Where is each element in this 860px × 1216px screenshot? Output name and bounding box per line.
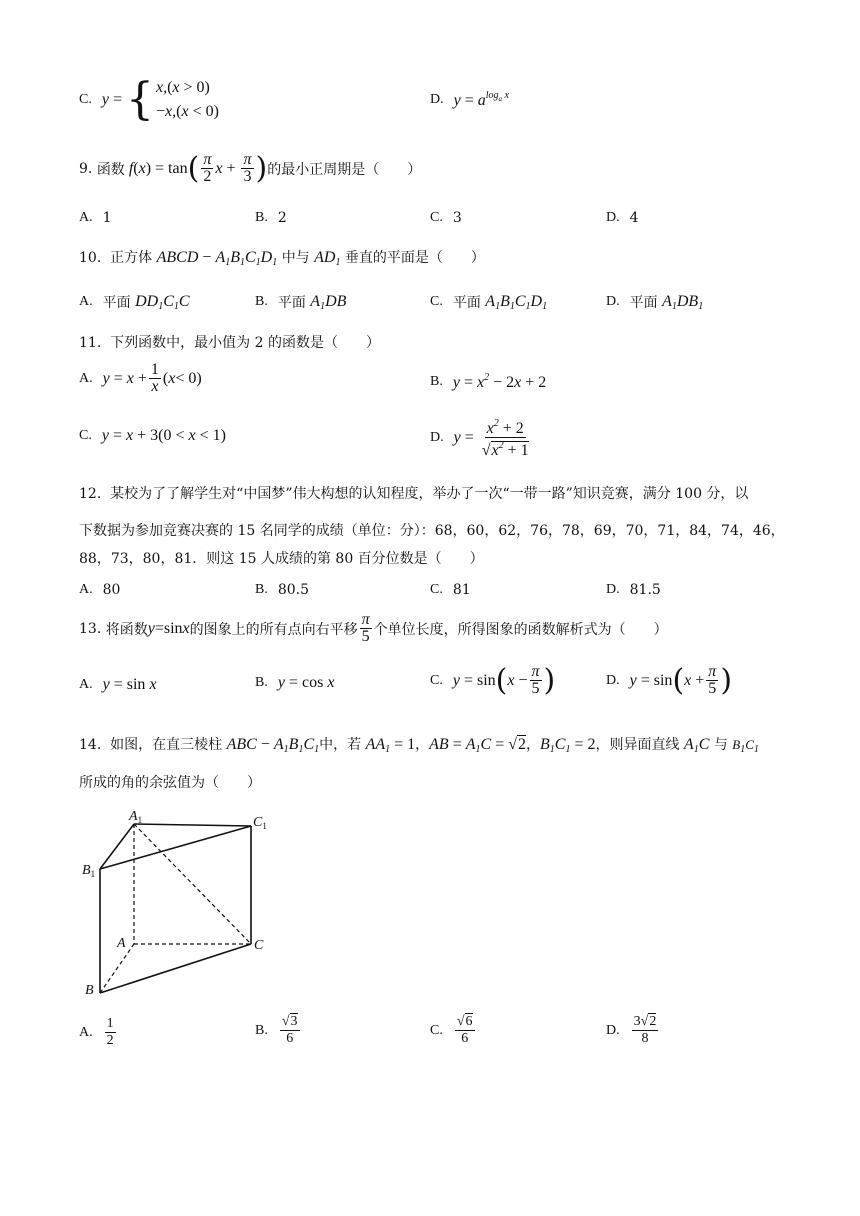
option-label: A. [79, 370, 93, 386]
option-text: 3 [452, 210, 462, 226]
question-text: ， [525, 737, 540, 753]
question-number: 11. [79, 335, 102, 351]
q14-option-d[interactable] [606, 1014, 660, 1047]
q11-option-b[interactable] [430, 372, 546, 392]
question-text: ，则异面直线 [595, 737, 680, 753]
question-number: 10. [79, 250, 102, 266]
question-text: 如图，在直三棱柱 [110, 737, 223, 753]
vertex-b1-label: $B_1$ [82, 863, 96, 879]
option-label: D. [606, 582, 620, 597]
math-expression: ABC − $A_1B_1C_1$ [226, 736, 320, 755]
option-text: 1 [102, 210, 112, 226]
option-label: B. [255, 675, 268, 690]
q10-option-b[interactable] [255, 292, 346, 312]
q12-option-c[interactable] [430, 582, 471, 598]
question-number: 13. [79, 620, 102, 637]
option-label: A. [79, 1024, 93, 1040]
vertex-c1-label: $C_1$ [253, 815, 267, 831]
q9-option-d[interactable] [606, 210, 639, 226]
option-text: 81.5 [629, 582, 661, 598]
question-text: ， [415, 737, 430, 753]
question-text: 中与 [281, 250, 310, 266]
math-expression: y = $\frac{x^2 + 2}{√x^2 + 1}$ [453, 418, 529, 459]
edge-bc [100, 944, 251, 993]
vertex-b-label: B [85, 983, 94, 998]
q12-option-b[interactable] [255, 582, 309, 598]
question-12-line-2: 下数据为参加竞赛决赛的 15 名同学的成绩（单位：分）：68，60，62，76，78，69，70，71，84，74，46， [79, 523, 785, 539]
option-text: 80 [102, 582, 121, 598]
math-expression: ABCD − $A_1B_1C_1D_1$ [156, 249, 278, 268]
option-label: A. [79, 294, 93, 309]
math-expression: $A_1B_1C_1D_1$ [485, 292, 548, 312]
option-text: 81 [452, 582, 471, 598]
option-label: C. [430, 210, 443, 225]
math-expression: $DD_1C_1C$ [135, 292, 190, 312]
math-expression: y=sinx [147, 619, 190, 637]
math-expression: y = x + 3(0 < x < 1) [101, 427, 226, 444]
math-expression: $B_1C_1$ [732, 737, 759, 755]
math-expression: y = x + $\frac{1}{x}$ ( x < 0) [102, 361, 202, 395]
math-expression: y = sin ( x − $\frac{\pi}{5}$ ) [452, 662, 556, 698]
question-number: 14. [79, 737, 102, 753]
q11-option-a[interactable] [79, 362, 202, 395]
q13-option-c[interactable] [430, 664, 555, 697]
q9-option-a[interactable] [79, 210, 112, 226]
question-13 [79, 612, 668, 645]
question-14-line-2: 所成的角的余弦值为（ ） [79, 775, 261, 791]
option-text: 80.5 [277, 582, 310, 598]
edge-ba [100, 944, 134, 993]
math-fraction: $\frac{1}{2}$ [106, 1016, 114, 1048]
q13-option-b[interactable] [255, 674, 334, 692]
option-label: B. [255, 294, 268, 309]
option-label: D. [606, 1022, 620, 1038]
q14-option-a[interactable] [79, 1016, 118, 1049]
vertex-a-label: A [117, 936, 126, 951]
option-label: C. [79, 92, 92, 107]
option-label: A. [79, 582, 93, 597]
question-text: 中，若 [319, 737, 362, 753]
q14-option-c[interactable] [430, 1014, 477, 1047]
question-number: 9. [79, 160, 93, 177]
math-expression: $AA_1 = 1$ [365, 736, 416, 755]
q13-option-d[interactable] [606, 664, 732, 697]
question-text: 函数 [96, 161, 125, 178]
question-text: 与 [713, 737, 728, 753]
edge-b1a1 [100, 824, 134, 869]
vertex-a1-label: $A_1$ [129, 809, 143, 825]
question-12-line-3: 88，73，80，81．则这 15 人成绩的第 80 百分位数是（ ） [79, 551, 484, 567]
option-label: A. [79, 210, 93, 225]
math-fraction: $\frac{√3}{6}$ [281, 1014, 298, 1046]
math-expression: AB = $A_1C = √2$ [429, 736, 526, 755]
question-text: 正方体 [110, 250, 153, 266]
option-text: 平面 [452, 295, 481, 311]
question-14 [79, 734, 759, 755]
q8-option-c[interactable] [79, 76, 219, 124]
option-label: C. [79, 428, 92, 443]
option-label: C. [430, 1022, 443, 1038]
math-expression: y = sin ( x + $\frac{\pi}{5}$ ) [629, 662, 733, 698]
question-text: 下列函数中，最小值为 2 的函数是（ ） [110, 335, 380, 351]
question-text: 的图象上的所有点向右平移 [189, 621, 358, 638]
option-label: A. [79, 677, 93, 692]
math-fraction: $\frac{√6}{6}$ [456, 1014, 473, 1046]
option-label: D. [606, 210, 620, 225]
option-label: D. [606, 294, 620, 309]
option-label: D. [430, 92, 444, 107]
q10-option-c[interactable] [430, 292, 547, 312]
math-expression: $A_1DB_1$ [662, 292, 704, 312]
question-12 [79, 483, 748, 503]
option-label: B. [255, 210, 268, 225]
q9-option-c[interactable] [430, 210, 462, 226]
q14-option-b[interactable] [255, 1014, 302, 1047]
option-label: B. [255, 1022, 268, 1038]
question-text: 将函数 [105, 621, 148, 638]
math-expression: $AD_1$ [314, 249, 341, 268]
q10-option-d[interactable] [606, 292, 703, 312]
edge-a1c1 [134, 824, 251, 826]
question-text: 某校为了了解学生对“中国梦”伟大构想的认知程度，举办了一次“一带一路”知识竞赛，满分 100 分，以 [110, 486, 749, 502]
math-fraction: $\frac{\pi}{5}$ [361, 611, 370, 645]
q10-option-a[interactable] [79, 292, 190, 312]
option-label: B. [255, 582, 268, 597]
option-text: 平面 [102, 295, 131, 311]
edge-b1c1 [100, 826, 251, 869]
math-expression: y = sin x [102, 676, 157, 693]
math-expression: y = cos x [277, 674, 335, 691]
math-expression: y = { x,(x > 0) −x,(x < 0) [101, 74, 219, 125]
question-text: 垂直的平面是（ ） [344, 250, 485, 266]
question-11 [79, 332, 380, 352]
q12-option-d[interactable] [606, 582, 661, 598]
option-label: C. [430, 582, 443, 597]
question-9 [79, 152, 421, 185]
option-label: C. [430, 294, 443, 309]
q9-option-b[interactable] [255, 210, 287, 226]
math-expression: $A_1DB$ [310, 292, 347, 312]
option-label: D. [430, 429, 444, 445]
option-label: D. [606, 672, 620, 688]
math-expression: f ( x ) = tan ( $\frac{\pi}{2}$ x + $\frac{\pi}{3}$ ) [128, 150, 268, 186]
q11-option-c[interactable] [79, 427, 226, 445]
vertex-c-label: C [254, 938, 264, 953]
math-expression: $y = x^2 - 2x + 2$ [452, 372, 547, 391]
q12-option-a[interactable] [79, 582, 120, 598]
option-text: 2 [277, 210, 287, 226]
prism-figure [79, 804, 279, 1000]
question-text: 的最小正周期是（ ） [267, 161, 422, 178]
q13-option-a[interactable] [79, 676, 157, 694]
q8-option-d[interactable] [430, 90, 509, 110]
option-label: C. [430, 672, 443, 688]
math-expression: $y = a^{log_a x}$ [453, 90, 509, 109]
q11-option-d[interactable] [430, 416, 533, 459]
question-number: 12. [79, 486, 102, 502]
question-10 [79, 247, 485, 268]
math-expression: $B_1C_1 = 2$ [539, 736, 596, 755]
option-text: 4 [629, 210, 639, 226]
option-text: 平面 [277, 295, 306, 311]
math-expression: $A_1C$ [683, 736, 710, 755]
math-fraction: $\frac{3√2}{8}$ [633, 1014, 657, 1046]
option-text: 平面 [629, 295, 658, 311]
option-label: B. [430, 374, 443, 389]
question-text: 个单位长度，所得图象的函数解析式为（ ） [373, 621, 668, 638]
